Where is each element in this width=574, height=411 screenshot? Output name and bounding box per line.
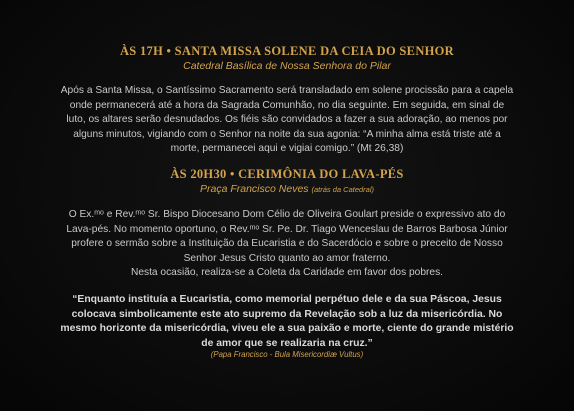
description-paragraph-2: Nesta ocasião, realiza-se a Coleta da Caridade em favor dos pobres. <box>130 267 444 279</box>
section-description <box>60 208 514 281</box>
location-note: (atrás da Catedral) <box>311 185 374 194</box>
pope-quote: “Enquanto instituía a Eucaristia, como memorial perpétuo dele e da sua Páscoa, Jesus colocava simbolicamente este ato supremo da Revelação sob a luz da misericórdia. No mesmo horizonte da misericórdia, viveu ele a sua paixão e morte, ciente do grande mistério de amor que se realizaria na cruz.” <box>60 294 514 349</box>
section-title: ÀS 17H • SANTA MISSA SOLENE DA CEIA DO SENHOR <box>119 44 455 58</box>
description-paragraph: O Ex.ᵐᵒ e Rev.ᵐᵒ Sr. Bispo Diocesano Dom Célio de Oliveira Goulart preside o expressivo ato do Lava-pés. No momento oportuno, o Rev.ᵐᵒ Sr. Pe. Dr. Tiago Wenceslau de Barros Barbosa Júnior profere o sermão sobre a Instituição da Eucaristia e do Sacerdócio e sobre o preceito de Nosso Senhor Jesus Cristo quanto ao amor fraterno. <box>66 209 508 264</box>
section-title: ÀS 20H30 • CERIMÔNIA DO LAVA-PÉS <box>170 167 404 181</box>
section-missa <box>60 43 514 157</box>
section-location <box>60 182 514 197</box>
location-name: Praça Francisco Neves <box>200 183 309 195</box>
quote-source: (Papa Francisco - Bula Misericordiæ Vultus) <box>210 350 364 359</box>
section-description: Após a Santa Missa, o Santíssimo Sacramento será transladado em solene procissão para a capela onde permanecerá até a hora da Sagrada Comunhão, no dia seguinte. Em seguida, em sinal de luto, os altares serão desnudados. Os fiéis são convidados a fazer a sua adoração, ao menos por alguns minutos, vigiando com o Senhor na noite da sua agonia: “A minha alma está triste até a morte, permanecei aqui e vigiai comigo.” (Mt 26,38) <box>60 85 514 155</box>
section-lava-pes <box>60 166 514 281</box>
section-location: Catedral Basílica de Nossa Senhora do Pilar <box>183 60 391 72</box>
